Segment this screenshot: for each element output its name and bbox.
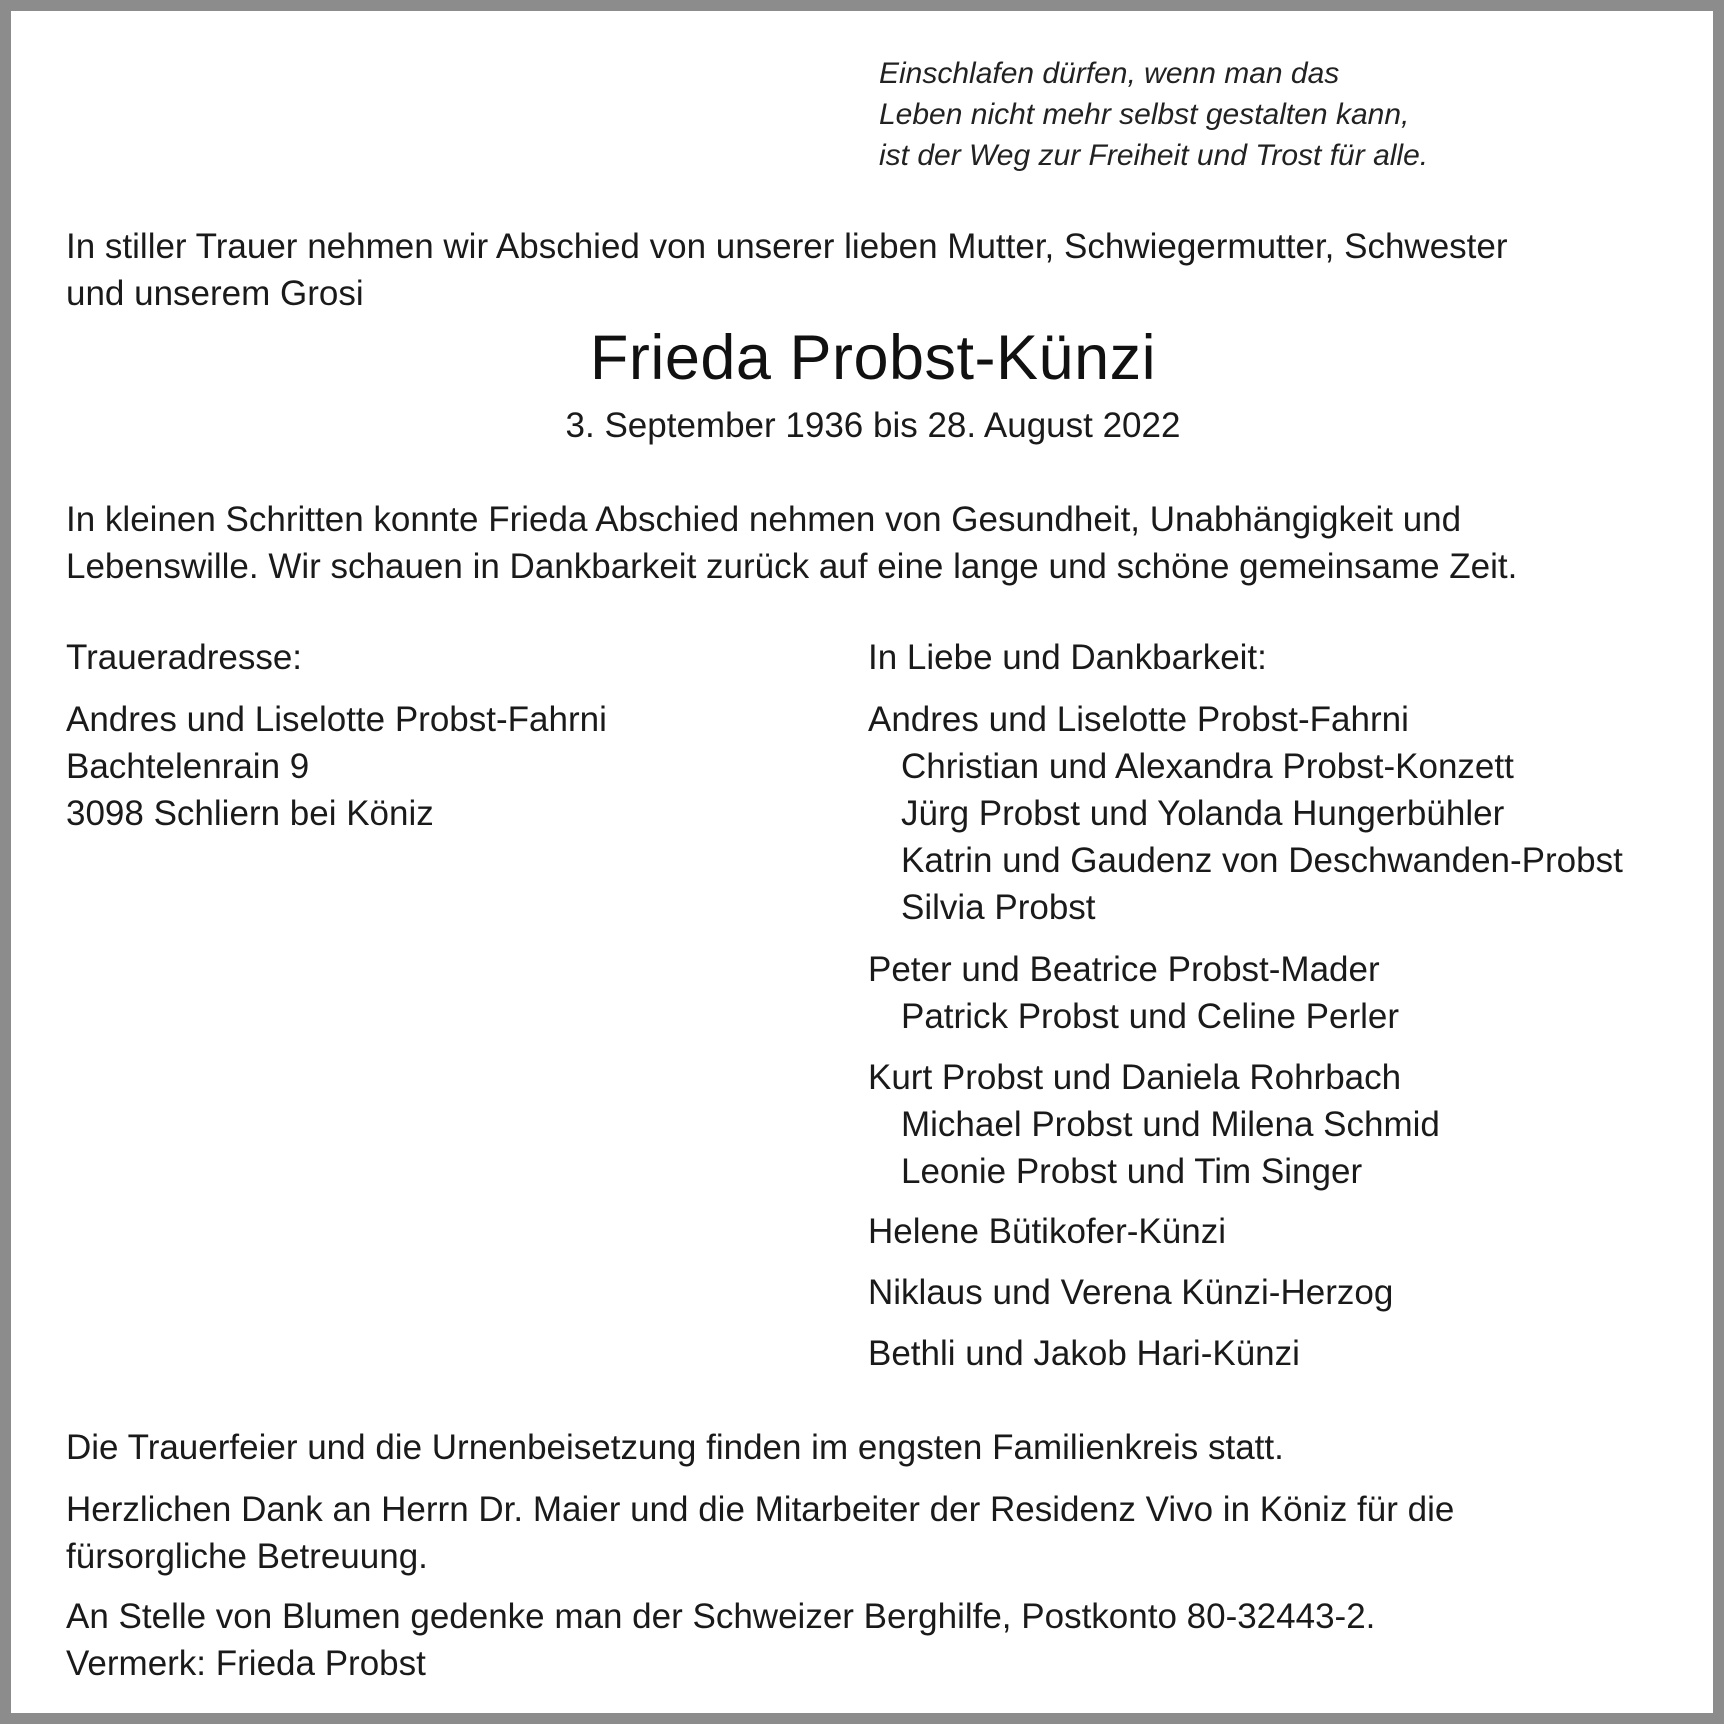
address-line: Andres und Liselotte Probst-Fahrni [66, 700, 607, 739]
mourner-member: Michael Probst und Milena Schmid [901, 1105, 1440, 1144]
motto-line: ist der Weg zur Freiheit und Trost für alle. [879, 139, 1429, 172]
mourner-member: Jürg Probst und Yolanda Hungerbühler [901, 794, 1505, 833]
life-dates: 3. September 1936 bis 28. August 2022 [565, 406, 1181, 445]
mourners-heading: In Liebe und Dankbarkeit: [868, 638, 1267, 677]
mourner-group-head: Peter und Beatrice Probst-Mader [868, 950, 1380, 989]
mourner-group [868, 696, 1623, 931]
motto-line: Einschlafen dürfen, wenn man das [879, 57, 1340, 90]
donation-line: Vermerk: Frieda Probst [66, 1644, 426, 1683]
thanks-note [66, 1486, 1454, 1580]
mourner-group-head: Helene Bütikofer-Künzi [868, 1212, 1226, 1251]
thanks-line: Herzlichen Dank an Herrn Dr. Maier und die Mitarbeiter der Residenz Vivo in Köniz für die [66, 1490, 1455, 1529]
mourner-group-head: Andres und Liselotte Probst-Fahrni [868, 700, 1409, 739]
mourner-member: Katrin und Gaudenz von Deschwanden-Probst [901, 841, 1623, 880]
intro-paragraph [66, 223, 1508, 317]
tribute-paragraph [66, 496, 1517, 590]
thanks-line: fürsorgliche Betreuung. [66, 1537, 428, 1576]
tribute-line: Lebenswille. Wir schauen in Dankbarkeit zurück auf eine lange und schöne gemeinsame Zeit. [66, 547, 1518, 586]
address-block [66, 696, 607, 837]
mourner-group-head: Kurt Probst und Daniela Rohrbach [868, 1058, 1402, 1097]
intro-line: In stiller Trauer nehmen wir Abschied von unserer lieben Mutter, Schwiegermutter, Schwester [66, 227, 1508, 266]
tribute-line: In kleinen Schritten konnte Frieda Abschied nehmen von Gesundheit, Unabhängigkeit und [66, 500, 1462, 539]
motto-quote [879, 53, 1428, 176]
address-line: Bachtelenrain 9 [66, 747, 310, 786]
deceased-name: Frieda Probst-Künzi [589, 323, 1157, 393]
mourner-group [868, 1330, 1300, 1377]
address-heading: Traueradresse: [66, 638, 303, 677]
ceremony-note: Die Trauerfeier und die Urnenbeisetzung finden im engsten Familienkreis statt. [66, 1428, 1284, 1467]
donation-note [66, 1593, 1375, 1687]
mourner-group [868, 1054, 1440, 1195]
motto-line: Leben nicht mehr selbst gestalten kann, [879, 98, 1410, 131]
mourner-member: Christian und Alexandra Probst-Konzett [901, 747, 1514, 786]
mourner-group [868, 1208, 1226, 1255]
mourner-group [868, 1269, 1393, 1316]
mourner-member: Patrick Probst und Celine Perler [901, 997, 1399, 1036]
intro-line: und unserem Grosi [66, 274, 364, 313]
mourner-group-head: Niklaus und Verena Künzi-Herzog [868, 1273, 1394, 1312]
mourner-member: Leonie Probst und Tim Singer [901, 1152, 1363, 1191]
mourner-group [868, 946, 1399, 1040]
mourner-group-head: Bethli und Jakob Hari-Künzi [868, 1334, 1300, 1373]
address-line: 3098 Schliern bei Köniz [66, 794, 434, 833]
donation-line: An Stelle von Blumen gedenke man der Schweizer Berghilfe, Postkonto 80-32443-2. [66, 1597, 1376, 1636]
mourner-member: Silvia Probst [901, 888, 1096, 927]
